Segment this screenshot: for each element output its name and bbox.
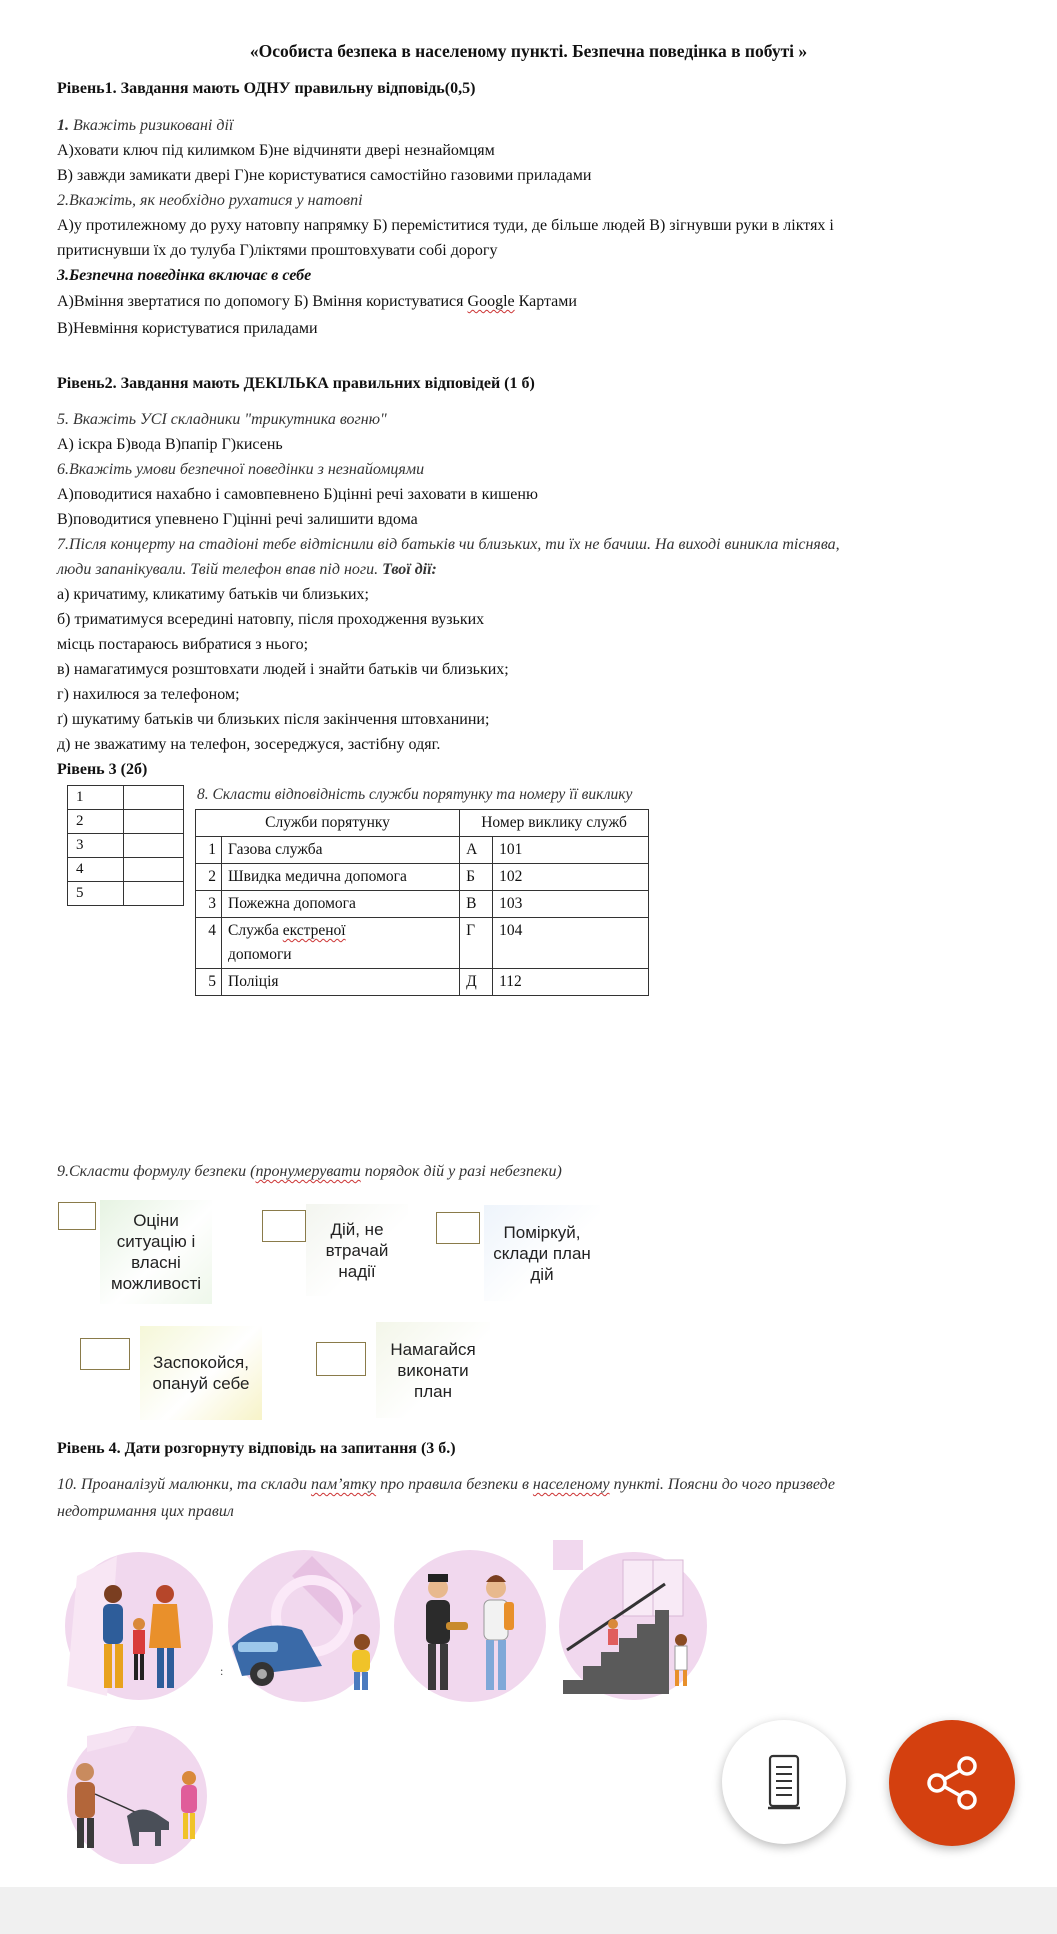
level4-heading: Рівень 4. Дати розгорнуту відповідь на запитання (3 б.)	[57, 1440, 456, 1457]
stranger-image	[388, 1546, 552, 1702]
q6-options-1: А)поводитися нахабно і самовпевнено Б)цінні речі заховати в кишеню	[57, 486, 538, 503]
card-assess: Оціни ситуацію і власні можливості	[100, 1200, 212, 1304]
q7-prompt-2: люди запанікували. Твій телефон впав під ноги. Твої дії:	[57, 561, 437, 578]
q7-option: в) намагатимуся розштовхати людей і знайти батьків чи близьких;	[57, 661, 509, 678]
grid-number: 1	[68, 786, 124, 810]
table-row: 5 Поліція Д 112	[196, 969, 649, 996]
q7-option: б) триматимуся всередині натовпу, після проходження вузьких	[57, 611, 485, 628]
q6-prompt: 6.Вкажіть умови безпечної поведінки з незнайомцями	[57, 461, 425, 478]
order-box[interactable]	[58, 1202, 96, 1230]
q6-options-2: В)поводитися упевнено Г)цінні речі залишити вдома	[57, 511, 418, 528]
q8-prompt: 8. Скласти відповідність служби порятунку та номеру її виклику	[197, 786, 633, 803]
card-plan: Поміркуй, склади план дій	[484, 1205, 600, 1301]
answer-grid	[67, 785, 184, 906]
document-button[interactable]	[722, 1720, 846, 1844]
level2-heading: Рівень2. Завдання мають ДЕКІЛЬКА правильних відповідей (1 б)	[57, 375, 535, 392]
q1-prompt: 1. Вкажіть ризиковані дії	[57, 117, 234, 134]
table-row: 3 Пожежна допомога В 103	[196, 891, 649, 918]
document-icon	[762, 1753, 806, 1811]
order-box[interactable]	[316, 1342, 366, 1376]
q5-prompt: 5. Вкажіть УСІ складники "трикутника вогню"	[57, 411, 387, 428]
family-image	[57, 1546, 217, 1702]
level1-heading: Рівень1. Завдання мають ОДНУ правильну відповідь(0,5)	[57, 80, 476, 97]
q3-options-1: А)Вміння звертатися по допомогу Б) Вміння користуватися Google Картами	[57, 293, 577, 310]
table-header: Служби порятунку	[196, 810, 460, 837]
q2-options-2: притиснувши їх до тулуба Г)ліктями проштовхувати собі дорогу	[57, 242, 498, 259]
order-box[interactable]	[80, 1338, 130, 1370]
order-box[interactable]	[436, 1212, 480, 1244]
q9-prompt: 9.Скласти формулу безпеки (пронумерувати порядок дій у разі небезпеки)	[57, 1163, 562, 1180]
order-box[interactable]	[262, 1210, 306, 1242]
q7-option: а) кричатиму, кликатиму батьків чи близьких;	[57, 586, 369, 603]
q7-prompt-1: 7.Після концерту на стадіоні тебе відтіснили від батьків чи близьких, ти їх не бачиш. На виході виникла тіснява,	[57, 536, 840, 553]
grid-number: 3	[68, 834, 124, 858]
table-row: 2 Швидка медична допомога Б 102	[196, 864, 649, 891]
q3-options-2: В)Невміння користуватися приладами	[57, 320, 318, 337]
grid-answer-cell[interactable]	[124, 810, 184, 834]
q2-prompt: 2.Вкажіть, як необхідно рухатися у натовпі	[57, 192, 363, 209]
q7-option: д) не зважатиму на телефон, зосереджуся, застібну одяг.	[57, 736, 441, 753]
grid-number: 2	[68, 810, 124, 834]
share-button[interactable]	[889, 1720, 1015, 1846]
q10-prompt-2: недотримання цих правил	[57, 1503, 234, 1520]
car-accident-image	[222, 1546, 384, 1702]
grid-answer-cell[interactable]	[124, 882, 184, 906]
table-header: Номер виклику служб	[460, 810, 649, 837]
card-execute: Намагайся виконати план	[376, 1322, 490, 1418]
q2-options-1: А)у протилежному до руху натовпу напрямку Б) переміститися туди, де більше людей В) зігнувши руки в ліктях і	[57, 217, 834, 234]
services-table	[195, 809, 649, 996]
stairs-image	[553, 1540, 713, 1702]
level3-heading: Рівень 3 (2б)	[57, 761, 148, 778]
q5-options: А) іскра Б)вода В)папір Г)кисень	[57, 436, 283, 453]
card-act: Дій, не втрачай надії	[306, 1204, 408, 1296]
dog-walker-image	[57, 1722, 215, 1864]
grid-answer-cell[interactable]	[124, 834, 184, 858]
bottom-bar	[0, 1887, 1057, 1934]
q1-options-1: А)ховати ключ під килимком Б)не відчиняти двері незнайомцям	[57, 142, 495, 159]
grid-number: 4	[68, 858, 124, 882]
grid-answer-cell[interactable]	[124, 786, 184, 810]
q10-prompt-1: 10. Проаналізуй малюнки, та склади пам’ятку про правила безпеки в населеному пункті. Поясни до чого призведе	[57, 1476, 835, 1493]
page-title: «Особиста безпека в населеному пункті. Безпечна поведінка в побуті »	[249, 41, 808, 61]
q7-option: ґ) шукатиму батьків чи близьких після закінчення штовханини;	[57, 711, 490, 728]
q3-prompt: 3.Безпечна поведінка включає в себе	[57, 267, 312, 284]
card-calm: Заспокойся, опануй себе	[140, 1326, 262, 1420]
q7-option: місць постараюсь вибратися з нього;	[57, 636, 309, 653]
table-row: 4 Служба екстреної допомоги Г 104	[196, 918, 649, 969]
grid-answer-cell[interactable]	[124, 858, 184, 882]
grid-number: 5	[68, 882, 124, 906]
q1-options-2: В) завжди замикати двері Г)не користуватися самостійно газовими приладами	[57, 167, 592, 184]
table-row: 1 Газова служба А 101	[196, 837, 649, 864]
table-header-row	[196, 810, 649, 837]
share-icon	[922, 1753, 982, 1813]
q7-option: г) нахилюся за телефоном;	[57, 686, 240, 703]
